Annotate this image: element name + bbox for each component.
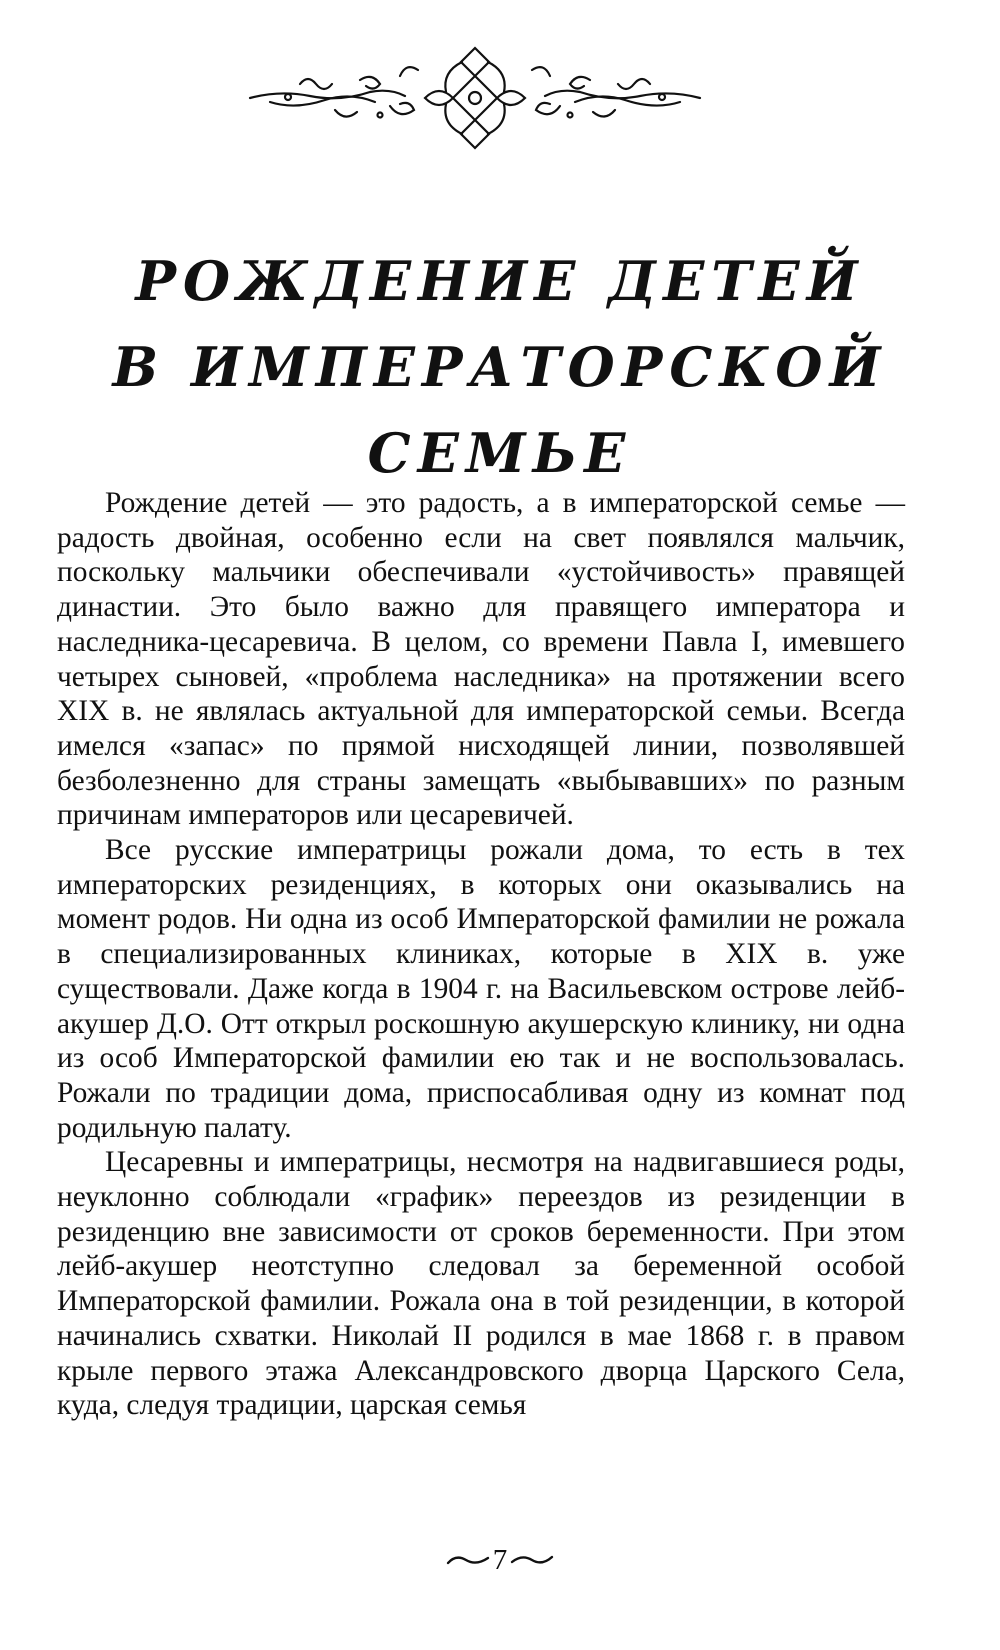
chapter-title-line-1: РОЖДЕНИЕ ДЕТЕЙ [135,249,865,313]
paragraph-2: Все русские императрицы рожали дома, то есть в тех императорских резиденциях, в которых они оказывались на момент родов. Ни одна из особ Императорской фамилии не рожала в специализированных клиниках, которые в XIX в. уже существовали. Даже когда в 1904 г. на Васильевском острове лейб-акушер Д.О. Отт открыл роскошную акушерскую клинику, ни одна из особ Императорской фамилии ею так и не воспользовалась. Рожали по традиции дома, приспосабливая одну из комнат под родильную палату. [57,834,905,1144]
swash-right-icon [510,1552,554,1568]
page-number [0,1538,1000,1580]
paragraph-3: Цесаревны и императрицы, несмотря на надвигавшиеся роды, неуклонно соблюдали «график» переездов из резиденции в резиденцию вне зависимости от сроков беременности. При этом лейб-акушер неотступно следовал за беременной особой Императорской фамилии. Рожала она в той резиденции, в которой начинались схватки. Николай II родился в мае 1868 г. в правом крыле первого этажа Александровского дворца Царского Села, куда, следуя традиции, царская семья [57,1146,905,1422]
page-number-value: 7 [492,1544,508,1577]
paragraph-1: Рождение детей — это радость, а в императорской семье — радость двойная, особенно если на свет появлялся мальчик, поскольку мальчики обеспечивали «устойчивость» правящей династии. Это было важно для правящего императора и наследника-цесаревича. В целом, со времени Павла I, имевшего четырех сыновей, «проблема наследника» на протяжении всего XIX в. не являлась актуальной для императорской семьи. Всегда имелся «запас» по прямой нисходящей линии, позволявшей безболезненно для страны замещать «выбывавших» по разным причинам императоров или цесаревичей. [57,487,905,832]
chapter-title-line-2: В ИМПЕРАТОРСКОЙ СЕМЬЕ [112,335,888,485]
chapter-title [60,238,940,496]
floral-knot-ornament-icon [240,40,710,155]
body-text [57,486,905,1423]
swash-left-icon [446,1552,490,1568]
